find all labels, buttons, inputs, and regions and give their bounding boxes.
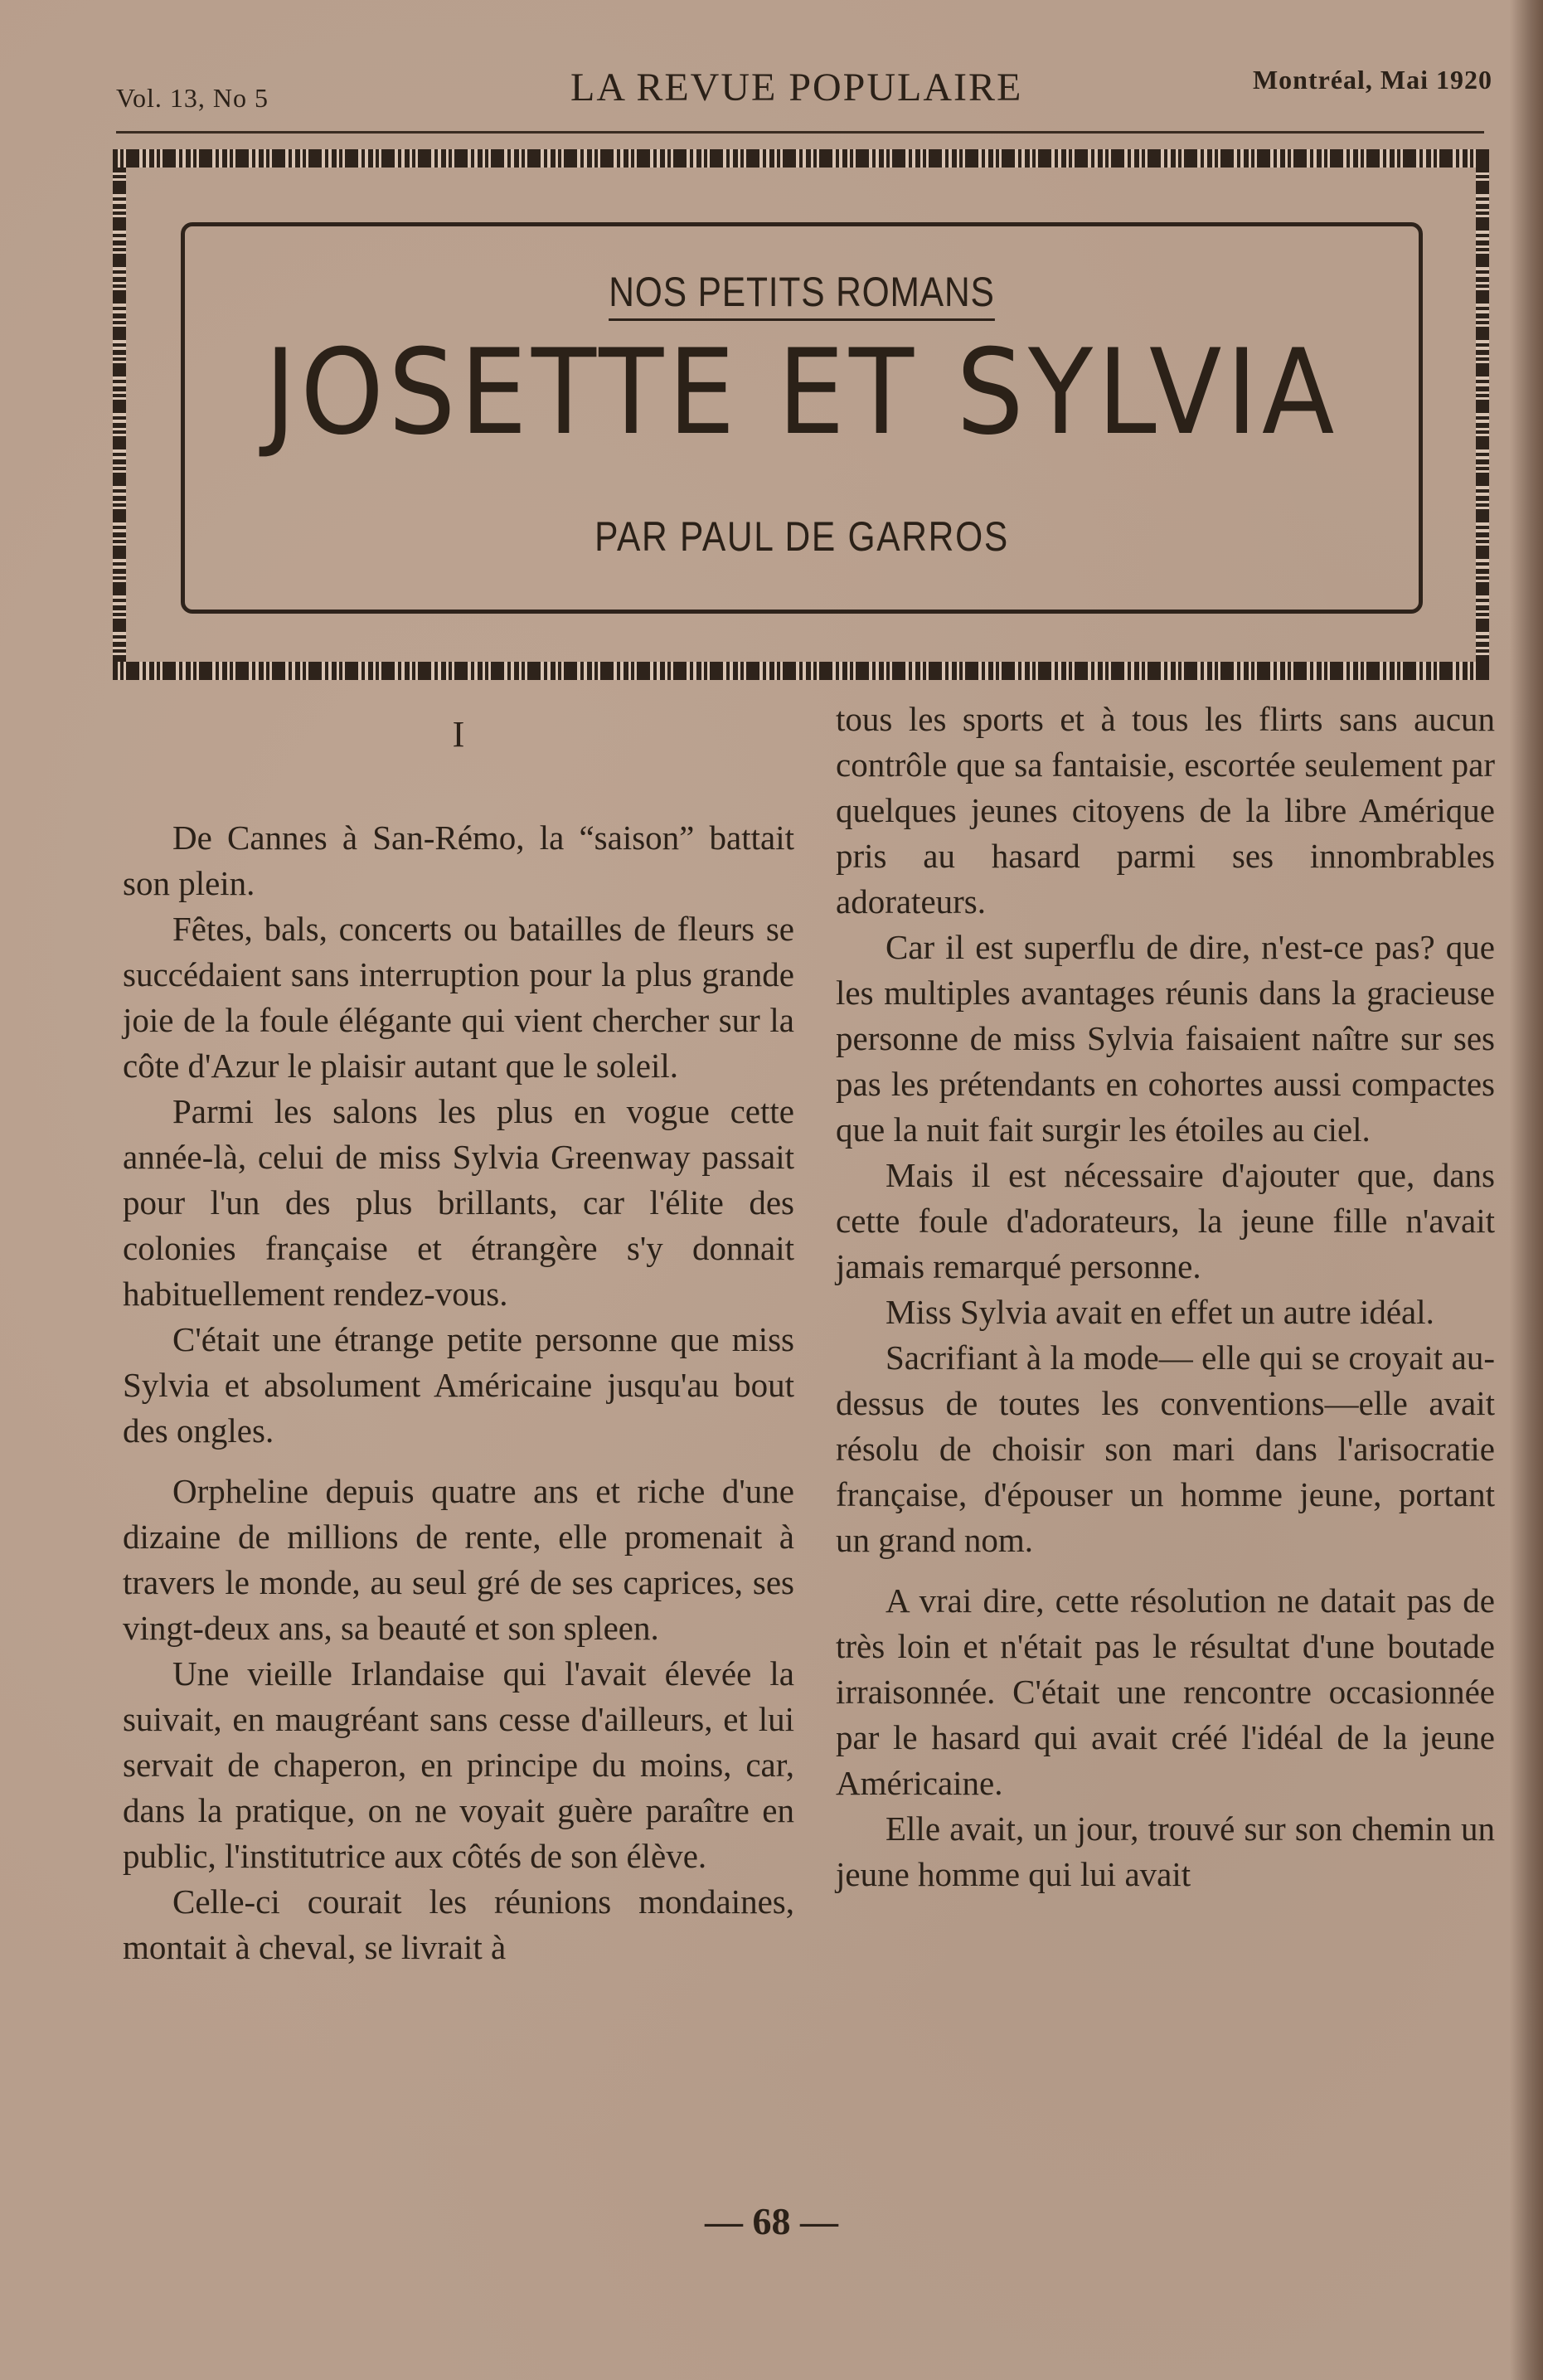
paragraph: Celle-ci courait les réunions mondaines, montait à cheval, se livrait à (123, 1882, 794, 1966)
paragraph: Fêtes, bals, concerts ou batailles de fleurs se succédaient sans interruption pour la plus grande joie de la foule élégante qui vient chercher sur la côte d'Azur le plaisir autant que le soleil. (123, 910, 794, 1085)
paragraph: C'était une étrange petite personne que miss Sylvia et absolument Américaine jusqu'au bout des ongles. (123, 1320, 794, 1450)
paragraph: Elle avait, un jour, trouvé sur son chemin un jeune homme qui lui avait (836, 1809, 1495, 1893)
paragraph: Miss Sylvia avait en effet un autre idéal. (886, 1293, 1434, 1331)
page-edge-shadow (1510, 0, 1543, 2380)
running-head (116, 65, 1492, 123)
magazine-name: LA REVUE POPULAIRE (570, 66, 1023, 109)
volume-number: Vol. 13, No 5 (116, 83, 269, 113)
series-heading (278, 268, 1327, 316)
paragraph: tous les sports et à tous les flirts sans aucun contrôle que sa fantaisie, escortée seulement par quelques jeunes citoyens de la libre Amérique pris au hasard parmi ses innombrables adorateurs. (836, 700, 1495, 920)
header-rule (116, 131, 1484, 134)
frame-border-top (113, 149, 1489, 168)
left-column (123, 697, 794, 1970)
right-column (836, 697, 1495, 1897)
page-number: — 68 — (705, 2200, 838, 2242)
story-title: JOSETTE ET SYLVIA (264, 324, 1339, 461)
paragraph: Une vieille Irlandaise qui l'avait élevée la suivait, en maugréant sans cesse d'ailleurs, et lui servait de chaperon, en principe du moins, car, dans la pratique, on ne voyait guère paraître en public, l'institutrice aux côtés de son élève. (123, 1654, 794, 1875)
series-heading-text: NOS PETITS ROMANS (609, 269, 994, 321)
paragraph: Orpheline depuis quatre ans et riche d'une dizaine de millions de rente, elle promenait à travers le monde, au seul gré de ses caprices, ses vingt-deux ans, sa beauté et son spleen. (123, 1472, 794, 1647)
paragraph: Mais il est nécessaire d'ajouter que, dans cette foule d'adorateurs, la jeune fille n'avait jamais remarqué personne. (836, 1156, 1495, 1285)
paragraph: Sacrifiant à la mode— elle qui se croyait au-dessus de toutes les conventions—elle avait résolu de choisir son mari dans l'arisocratie française, d'épouser un homme jeune, portant un grand nom. (836, 1338, 1495, 1559)
frame-border-right (1476, 168, 1489, 662)
paragraph: Parmi les salons les plus en vogue cette année-là, celui de miss Sylvia Greenway passait pour l'un des plus brillants, car l'élite des colonies française et étrangère s'y donnait habituellement rendez-vous. (123, 1092, 794, 1313)
frame-border-left (113, 168, 126, 662)
paragraph: A vrai dire, cette résolution ne datait pas de très loin et n'était pas le résultat d'une boutade irraisonnée. C'était une rencontre occasionnée par le hasard qui avait créé l'idéal de la jeune Américaine. (836, 1581, 1495, 1802)
title-box (181, 222, 1423, 614)
frame-border-bottom (113, 662, 1489, 680)
chapter-number: I (452, 714, 465, 755)
title-frame (113, 149, 1489, 680)
paragraph: De Cannes à San-Rémo, la “saison” battait son plein. (123, 818, 794, 902)
issue-date: Montréal, Mai 1920 (1252, 65, 1492, 95)
author-byline: PAR PAUL DE GARROS (594, 513, 1009, 560)
paragraph: Car il est superflu de dire, n'est-ce pas? que les multiples avantages réunis dans la gracieuse personne de miss Sylvia faisaient naître sur ses pas les prétendants en cohortes aussi compactes que la nuit fait surgir les étoiles au ciel. (836, 928, 1495, 1149)
